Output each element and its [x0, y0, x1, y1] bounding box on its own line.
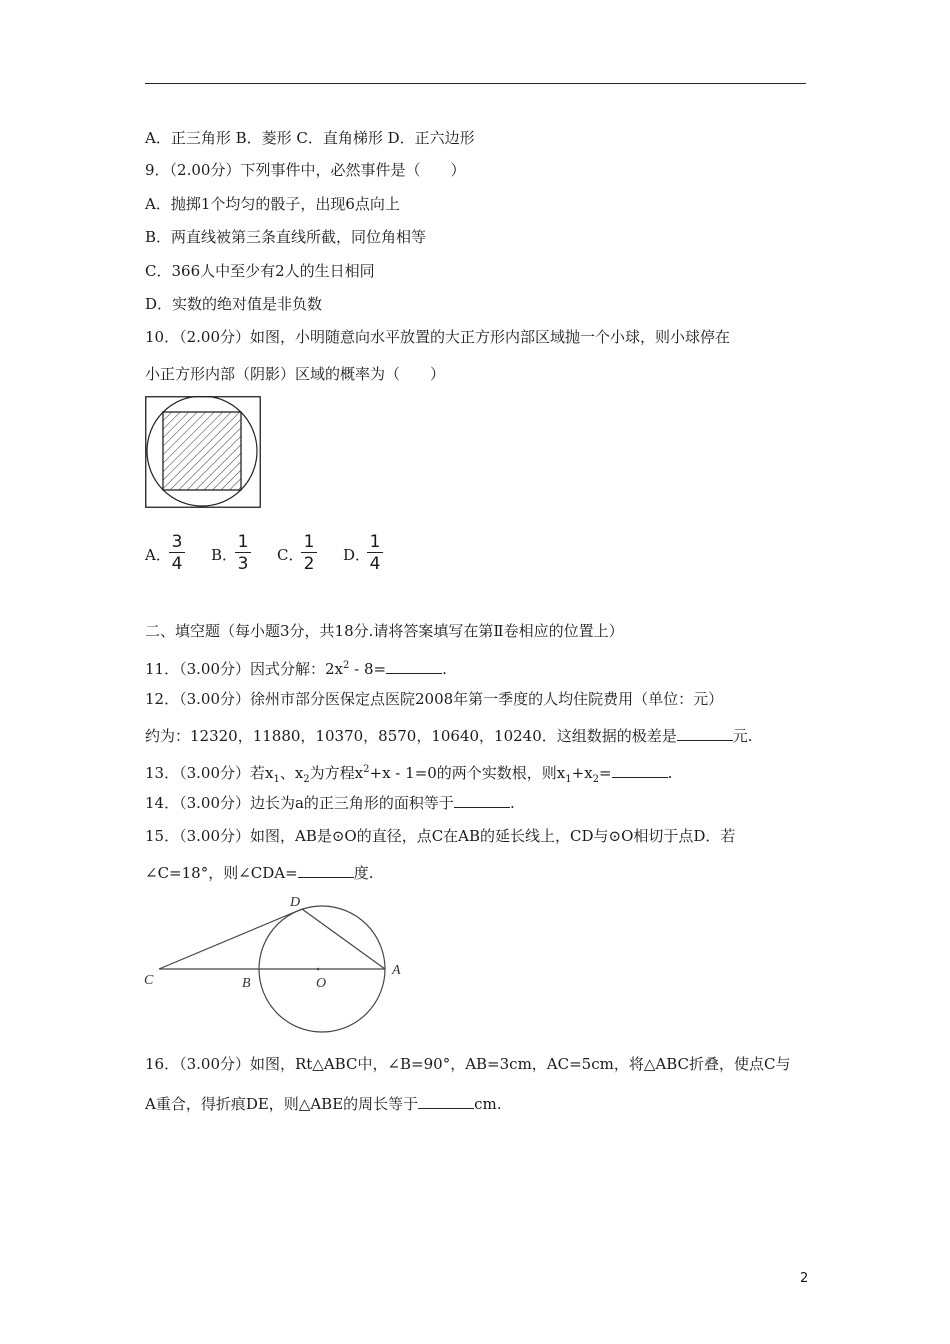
q13-s3: 1 [565, 774, 572, 785]
q14-end: . [509, 794, 515, 812]
q14 [145, 793, 515, 813]
q13-end: . [667, 764, 673, 782]
q16-line2-prefix: A重合，得折痕DE，则△ABE的周长等于 [145, 1095, 419, 1113]
q16-line1: 16．（3.00分）如图，Rt△ABC中，∠B=90°，AB=3cm，AC=5cm，将△ABC折叠，使点C与 [145, 1055, 791, 1073]
header-rule [145, 83, 806, 84]
q15-answer-blank[interactable] [298, 863, 354, 878]
q10-option-d-denominator: 4 [369, 554, 381, 574]
q9-stem: 9．（2.00分）下列事件中，必然事件是（ ） [145, 161, 466, 179]
q13-s4: 2 [592, 774, 600, 785]
q15-line2 [145, 863, 373, 883]
q12-line2 [145, 726, 753, 746]
q10-option-a-label: A． [145, 546, 171, 564]
q10-option-c-numerator: 1 [303, 532, 315, 552]
q13-p2: 、x [279, 764, 304, 782]
q15-label-c: C [144, 973, 154, 988]
q10-option-b-fraction [236, 532, 250, 575]
q15-label-b: B [242, 976, 251, 991]
q15-figure [140, 890, 410, 1036]
page-number: 2 [800, 1271, 809, 1286]
q11-end: . [442, 660, 447, 678]
q8-options: A．正三角形 B．菱形 C．直角梯形 D．正六边形 [145, 129, 475, 147]
q9-option-c: C．366人中至少有2人的生日相同 [145, 262, 375, 280]
q10-option-a-numerator: 3 [171, 532, 183, 552]
q10-option-c-fraction [302, 532, 316, 575]
q12-line1: 12．（3.00分）徐州市部分医保定点医院2008年第一季度的人均住院费用（单位：元） [145, 690, 724, 708]
q10-figure [145, 396, 261, 508]
q13-answer-blank[interactable] [612, 763, 668, 778]
q9-option-a: A．抛掷1个均匀的骰子，出现6点向上 [145, 195, 400, 213]
q9-option-b: B．两直线被第三条直线所截，同位角相等 [145, 228, 427, 246]
q10-option-a-denominator: 4 [171, 554, 183, 574]
q15-label-o: O [316, 976, 327, 991]
q13-sup: 2 [363, 764, 370, 775]
q10-option-b-denominator: 3 [237, 554, 249, 574]
q15-line-da [302, 909, 385, 969]
q16-answer-blank[interactable] [418, 1094, 474, 1109]
q14-prefix: 14．（3.00分）边长为a的正三角形的面积等于 [145, 794, 454, 812]
q10-option-b-numerator: 1 [237, 532, 249, 552]
q13-p3: 为方程x [309, 764, 364, 782]
q13-p4: +x - 1=0的两个实数根，则x [369, 764, 566, 782]
q13-p5: +x [571, 764, 593, 782]
q10-option-c-label: C． [277, 546, 304, 564]
q13-p1: 13．（3.00分）若x [145, 764, 274, 782]
q10-stem-line2: 小正方形内部（阴影）区域的概率为（ ） [145, 365, 446, 383]
q10-option-d-label: D． [343, 546, 371, 564]
q15-center-dot [317, 968, 320, 971]
q10-shaded-square [163, 412, 241, 490]
q15-line2-suffix: 度. [353, 864, 374, 882]
q11-suffix: - 8= [349, 660, 387, 678]
q11-answer-blank[interactable] [386, 659, 442, 674]
q12-line2-prefix: 约为：12320，11880，10370，8570，10640，10240．这组数据的极差是 [145, 727, 677, 745]
q11 [145, 656, 447, 679]
q14-answer-blank[interactable] [454, 793, 510, 808]
q13 [145, 760, 672, 790]
q10-option-d-fraction [368, 532, 382, 575]
q16-line2 [145, 1094, 502, 1114]
q12-answer-blank[interactable] [677, 726, 733, 741]
section2-title: 二、填空题（每小题3分，共18分.请将答案填写在第Ⅱ卷相应的位置上） [145, 622, 624, 640]
q10-option-a-fraction [170, 532, 184, 575]
q16-line2-suffix: cm. [474, 1095, 502, 1113]
q13-s2: 2 [303, 774, 310, 785]
q10-option-c-denominator: 2 [303, 554, 315, 574]
q10-option-d-numerator: 1 [369, 532, 381, 552]
q15-line-cd [159, 909, 302, 969]
q13-p6: = [599, 764, 612, 782]
q13-s1: 1 [273, 774, 280, 785]
q11-prefix: 11．（3.00分）因式分解：2x [145, 660, 343, 678]
q15-line2-prefix: ∠C=18°，则∠CDA= [145, 864, 298, 882]
q10-stem-line1: 10．（2.00分）如图，小明随意向水平放置的大正方形内部区域抛一个小球，则小球停在 [145, 328, 730, 346]
q15-label-a: A [392, 963, 401, 978]
q15-line1: 15．（3.00分）如图，AB是⊙O的直径，点C在AB的延长线上，CD与⊙O相切于点D．若 [145, 827, 736, 845]
q9-option-d: D．实数的绝对值是非负数 [145, 295, 323, 313]
q15-label-d: D [290, 895, 301, 910]
q10-option-b-label: B． [211, 546, 238, 564]
q11-exponent: 2 [343, 660, 350, 671]
q12-line2-suffix: 元. [732, 727, 753, 745]
